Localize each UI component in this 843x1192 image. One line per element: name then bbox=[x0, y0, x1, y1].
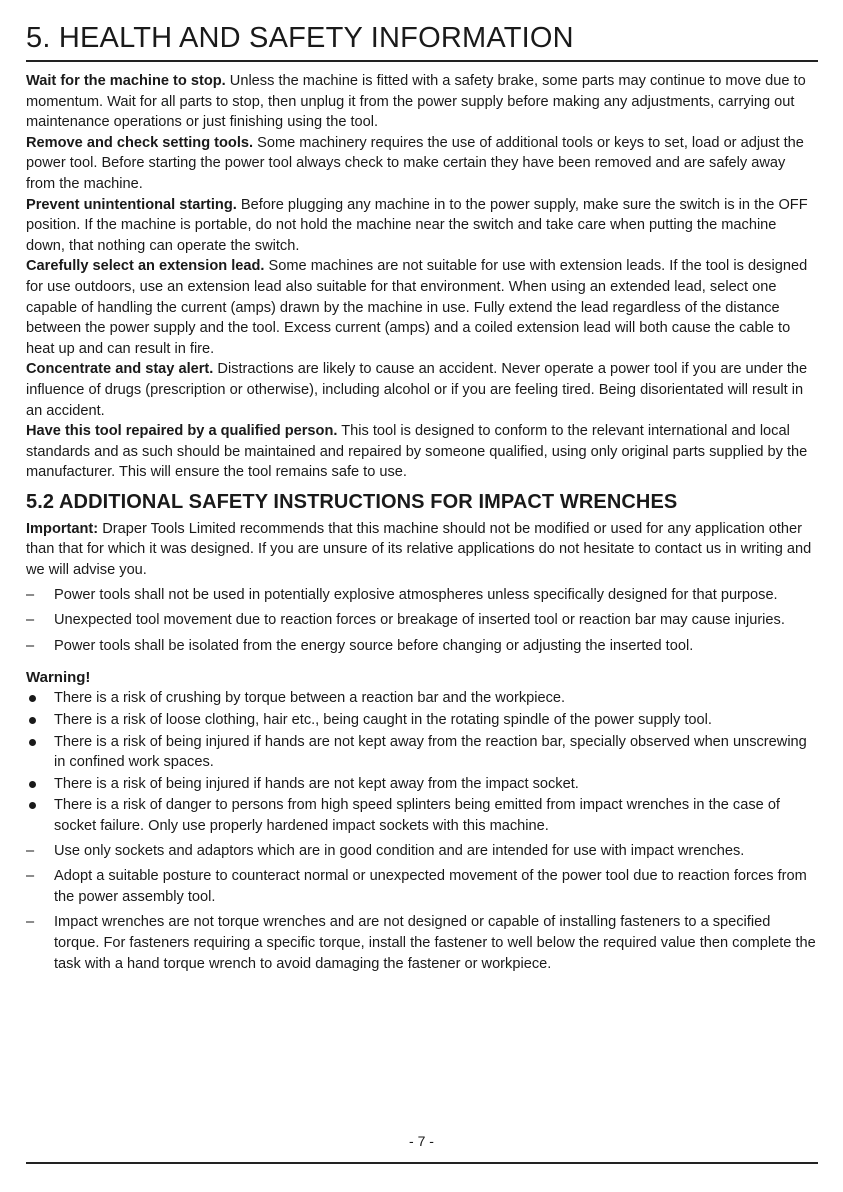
bullet-icon bbox=[29, 717, 36, 724]
dash-marker: – bbox=[26, 842, 35, 859]
list-item-text: Power tools shall be isolated from the energy source before changing or adjusting the inserted tool. bbox=[54, 637, 694, 654]
paragraph-lead: Prevent unintentional starting. bbox=[26, 196, 237, 213]
paragraph-extension-lead bbox=[26, 256, 818, 359]
dash-marker: – bbox=[26, 612, 35, 629]
paragraph-wait-for-stop bbox=[26, 71, 818, 133]
dash-marker: – bbox=[26, 586, 35, 603]
list-item bbox=[26, 610, 818, 631]
paragraph-concentrate bbox=[26, 359, 818, 421]
list-item-text: There is a risk of danger to persons from high speed splinters being emitted from impact wrenches in the case of socket failure. Only use properly hardened impact sockets with this machine. bbox=[54, 797, 780, 834]
health-paragraphs bbox=[26, 71, 818, 483]
dash-marker: – bbox=[26, 637, 35, 654]
list-item bbox=[26, 841, 818, 862]
important-paragraph bbox=[26, 519, 818, 581]
paragraph-lead: Remove and check setting tools. bbox=[26, 134, 254, 151]
paragraph-text: Unless the machine is fitted with a safety brake, some parts may continue to move due to momentum. Wait for all parts to stop, then unplug it from the power supply before making any adjustments, carrying out maintenance operations or just finishing using the tool. bbox=[26, 73, 806, 131]
bullet-icon bbox=[29, 695, 36, 702]
paragraph-lead: Concentrate and stay alert. bbox=[26, 361, 214, 378]
title-divider bbox=[26, 60, 818, 62]
dash-marker: – bbox=[26, 914, 35, 931]
list-item bbox=[26, 912, 818, 974]
warning-dash-list bbox=[26, 841, 818, 975]
list-item-text: Unexpected tool movement due to reaction forces or breakage of inserted tool or reaction bar may cause injuries. bbox=[54, 612, 785, 629]
warning-heading: Warning! bbox=[26, 669, 91, 687]
list-item-text: There is a risk of being injured if hands are not kept away from the impact socket. bbox=[54, 775, 579, 792]
list-item bbox=[26, 866, 818, 907]
paragraph-lead: Have this tool repaired by a qualified person. bbox=[26, 423, 338, 440]
additional-section-title: 5.2 ADDITIONAL SAFETY INSTRUCTIONS FOR IMPACT WRENCHES bbox=[26, 490, 678, 513]
paragraph-unintentional-starting bbox=[26, 195, 818, 257]
bullet-icon bbox=[29, 781, 36, 788]
list-item-text: Use only sockets and adaptors which are in good condition and are intended for use with impact wrenches. bbox=[54, 842, 745, 859]
bullet-icon bbox=[29, 802, 36, 809]
paragraph-setting-tools bbox=[26, 133, 818, 195]
paragraph-text: This tool is designed to conform to the relevant international and local standards and as such should be maintained and repaired by someone qualified, using only original parts supplied by the manufacturer. This will ensure the tool remains safe to use. bbox=[26, 423, 808, 481]
list-item-text: There is a risk of crushing by torque between a reaction bar and the workpiece. bbox=[54, 690, 566, 707]
list-item bbox=[26, 795, 818, 836]
section-title: 5. HEALTH AND SAFETY INFORMATION bbox=[26, 22, 574, 54]
warning-bullet-list bbox=[26, 688, 818, 836]
page-number: - 7 - bbox=[409, 1133, 434, 1149]
paragraph-qualified-repair bbox=[26, 421, 818, 483]
list-item bbox=[26, 732, 818, 773]
list-item-text: Power tools shall not be used in potentially explosive atmospheres unless specifically designed for that purpose. bbox=[54, 586, 778, 603]
list-item-text: Adopt a suitable posture to counteract normal or unexpected movement of the power tool due to reaction forces from the power assembly tool. bbox=[54, 868, 807, 905]
paragraph-lead: Wait for the machine to stop. bbox=[26, 73, 226, 89]
list-item bbox=[26, 636, 818, 657]
bullet-icon bbox=[29, 739, 36, 746]
list-item-text: There is a risk of being injured if hands are not kept away from the reaction bar, specially observed when unscrewing in confined work spaces. bbox=[54, 733, 807, 771]
paragraph-text: Some machines are not suitable for use with extension leads. If the tool is designed for use outdoors, use an extension lead also suitable for that environment. When using an extended lead, select one capable of handling the current (amps) drawn by the machine in use. Fully extend the lead regardless of the distance between the power supply and the tool. Excess current (amps) and a coiled extension lead will both cause the cable to heat up and can result in fire. bbox=[26, 258, 808, 357]
paragraph-text: Distractions are likely to cause an accident. Never operate a power tool if you are under the influence of drugs (prescription or otherwise), including alcohol or if you are feeling tired. Being disorientated will result in an accident. bbox=[26, 361, 808, 419]
list-item-text: Impact wrenches are not torque wrenches and are not designed or capable of installing fasteners to a specified torque. For fasteners requiring a specific torque, install the fastener to well below the required value then complete the task with a hand torque wrench to avoid damaging the fastener or workpiece. bbox=[54, 914, 816, 972]
important-text: Draper Tools Limited recommends that this machine should not be modified or used for any application other than that for which it was designed. If you are unsure of its relative applications do not hesitate to contact us in writing and we will advise you. bbox=[26, 520, 812, 579]
footer-divider bbox=[26, 1162, 818, 1164]
list-item bbox=[26, 585, 818, 606]
document-page bbox=[26, 18, 818, 979]
dash-marker: – bbox=[26, 868, 35, 885]
list-item bbox=[26, 774, 818, 795]
important-lead: Important: bbox=[26, 520, 99, 537]
list-item-text: There is a risk of loose clothing, hair etc., being caught in the rotating spindle of the power supply tool. bbox=[54, 712, 712, 729]
paragraph-lead: Carefully select an extension lead. bbox=[26, 258, 265, 275]
paragraph-text: Before plugging any machine in to the power supply, make sure the switch is in the OFF position. If the machine is portable, do not hold the machine near the switch and take care when putting the machine down, that nothing can operate the switch. bbox=[26, 196, 808, 254]
list-item bbox=[26, 688, 818, 709]
paragraph-text: Some machinery requires the use of additional tools or keys to set, load or adjust the power tool. Before starting the power tool always check to make certain they have been removed and are safely away from the machine. bbox=[26, 134, 804, 192]
additional-dash-list bbox=[26, 585, 818, 657]
list-item bbox=[26, 710, 818, 731]
